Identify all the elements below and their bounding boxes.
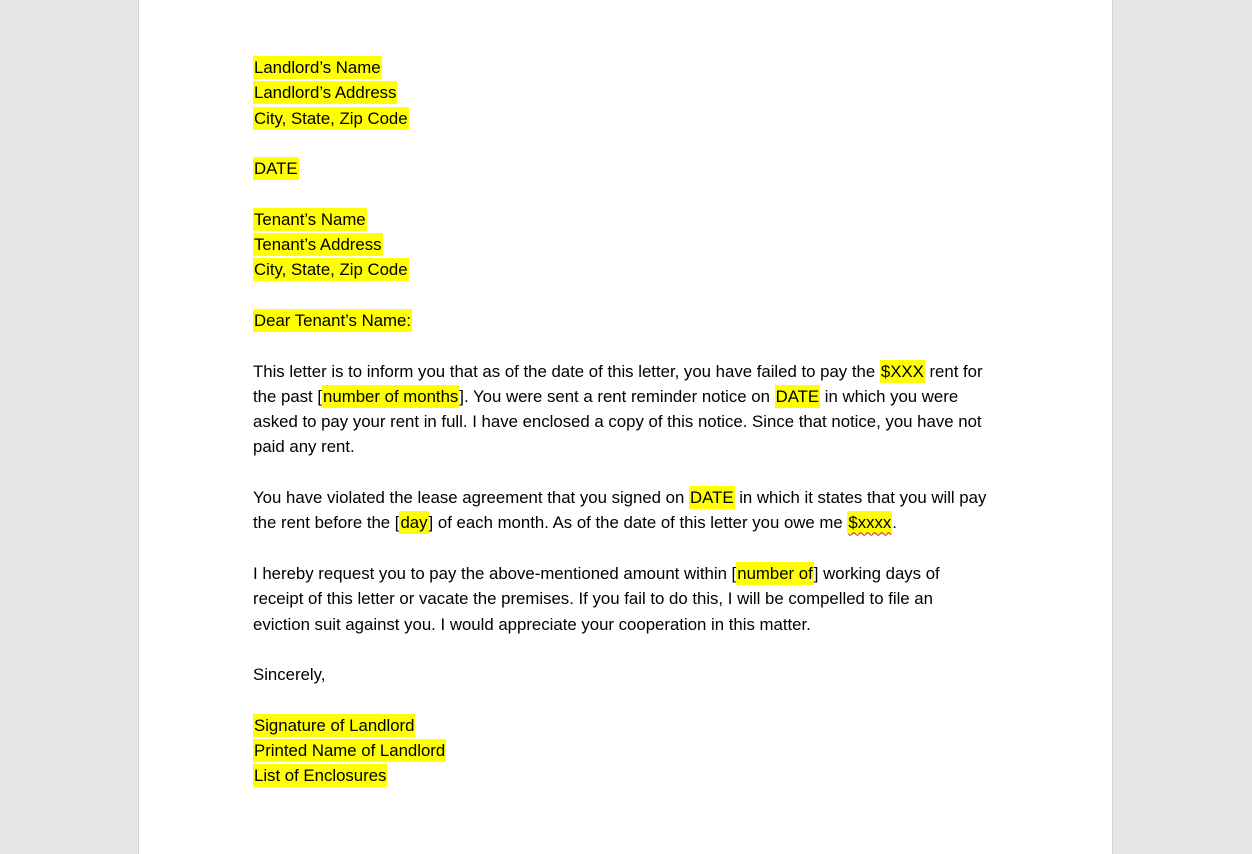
sender-name: Landlord’s Name	[254, 58, 381, 77]
paragraph-1-text: ]. You were sent a rent reminder notice on	[459, 386, 775, 406]
working-days-placeholder: number of	[737, 563, 813, 583]
letter-body[interactable]	[253, 55, 993, 789]
day-placeholder: day	[400, 513, 428, 533]
paragraph-1-text: This letter is to inform you that as of the date of this letter, you have failed to pay the	[253, 361, 880, 381]
blank-line	[253, 131, 993, 156]
paragraph-1-text: in which you were asked to pay your rent in full. I have enclosed a copy of this notice. Since that notice, you have not paid any rent.	[253, 386, 982, 457]
paragraph-1	[253, 359, 993, 460]
salutation: Dear Tenant’s Name:	[254, 310, 412, 330]
salutation-line	[253, 308, 993, 333]
sender-city-state-zip: City, State, Zip Code	[254, 108, 408, 128]
blank-line	[253, 333, 993, 358]
recipient-address: Tenant’s Address	[254, 235, 382, 255]
signature-block	[253, 713, 993, 789]
recipient-address-block	[253, 207, 993, 283]
paragraph-3-text: ] working days of receipt of this letter or vacate the premises. If you fail to do this, I will be compelled to file an eviction suit against you. I would appreciate your cooperation in this matter.	[253, 563, 940, 634]
blank-line	[253, 536, 993, 561]
blank-line	[253, 687, 993, 712]
signature-line: Signature of Landlord	[254, 715, 415, 735]
paragraph-2-text: You have violated the lease agreement that you signed on	[253, 488, 690, 508]
closing: Sincerely,	[253, 665, 326, 685]
months-placeholder: number of months	[323, 386, 459, 406]
date-line	[253, 156, 993, 181]
lease-date-placeholder: DATE	[690, 488, 734, 508]
printed-name-line: Printed Name of Landlord	[254, 741, 446, 761]
paragraph-3-text: I hereby request you to pay the above-mentioned amount within [	[253, 563, 737, 583]
paragraph-3	[253, 561, 993, 637]
blank-line	[253, 637, 993, 662]
sender-address-block	[253, 55, 993, 131]
blank-line	[253, 283, 993, 308]
paragraph-2-text: .	[892, 513, 897, 533]
document-page	[138, 0, 1113, 854]
paragraph-1-text: rent for the past [	[253, 361, 983, 406]
notice-date-placeholder: DATE	[775, 386, 820, 406]
blank-line	[253, 181, 993, 206]
recipient-city-state-zip: City, State, Zip Code	[254, 260, 408, 280]
sender-address: Landlord’s Address	[254, 83, 397, 103]
paragraph-2-text: ] of each month. As of the date of this letter you owe me	[428, 513, 848, 533]
blank-line	[253, 460, 993, 485]
paragraph-2	[253, 485, 993, 536]
recipient-name: Tenant’s Name	[254, 209, 366, 229]
enclosures-line: List of Enclosures	[254, 766, 387, 786]
paragraph-2-text: in which it states that you will pay the rent before the [	[253, 488, 987, 533]
letter-date: DATE	[254, 159, 298, 179]
owed-amount-placeholder: $xxxx	[848, 513, 892, 533]
rent-amount-placeholder: $XXX	[880, 361, 924, 381]
